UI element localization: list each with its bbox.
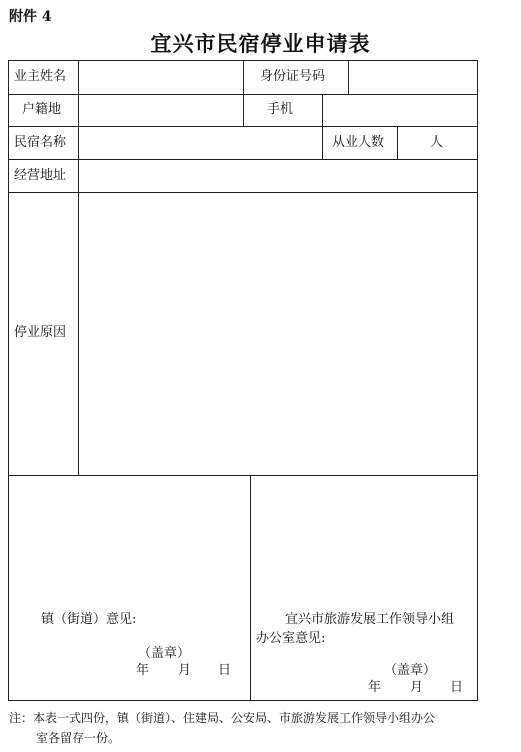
row3-divider-b [397, 126, 398, 159]
opinions-divider [250, 475, 251, 701]
form-title: 宜兴市民宿停业申请表 [150, 31, 371, 56]
footnote [9, 708, 509, 748]
phone-label: 手机 [267, 102, 294, 117]
tourism-opinion-label-line2: 办公室意见: [256, 631, 326, 646]
owner-name-label: 业主姓名 [14, 69, 67, 84]
table-border-left [8, 60, 9, 701]
employees-unit: 人 [430, 135, 444, 150]
town-seal: （盖章） [138, 646, 191, 661]
table-border-bottom [8, 700, 478, 701]
tourism-date-day: 日 [450, 680, 464, 695]
town-date-day: 日 [218, 663, 232, 678]
row3-divider-a [322, 126, 323, 159]
town-opinion-label: 镇（街道）意见: [41, 612, 137, 627]
household-label: 户籍地 [22, 102, 62, 117]
address-label: 经营地址 [14, 168, 67, 183]
tourism-date-year: 年 [368, 680, 382, 695]
id-number-label: 身份证号码 [260, 69, 326, 84]
attachment-label: 附件 4 [9, 9, 52, 25]
footnote-line-2: 室各留存一份。 [36, 731, 121, 745]
homestay-name-label: 民宿名称 [14, 135, 67, 150]
row2-divider-b [322, 94, 323, 126]
application-form-table [8, 60, 478, 701]
row1-row2-divider-a [243, 60, 244, 126]
row1-divider-b [348, 60, 349, 94]
reason-label: 停业原因 [14, 325, 67, 340]
label-column-divider [78, 60, 79, 475]
employees-label: 从业人数 [332, 135, 385, 150]
tourism-date-month: 月 [410, 680, 424, 695]
tourism-seal: （盖章） [384, 663, 437, 678]
table-border-right [477, 60, 478, 701]
tourism-opinion-label-line1: 宜兴市旅游发展工作领导小组 [285, 612, 455, 627]
town-date-year: 年 [136, 663, 150, 678]
town-date-month: 月 [178, 663, 192, 678]
row-divider-5 [8, 475, 478, 476]
footnote-line-1: 注：本表一式四份，镇（街道）、住建局、公安局、市旅游发展工作领导小组办公 [9, 711, 436, 725]
